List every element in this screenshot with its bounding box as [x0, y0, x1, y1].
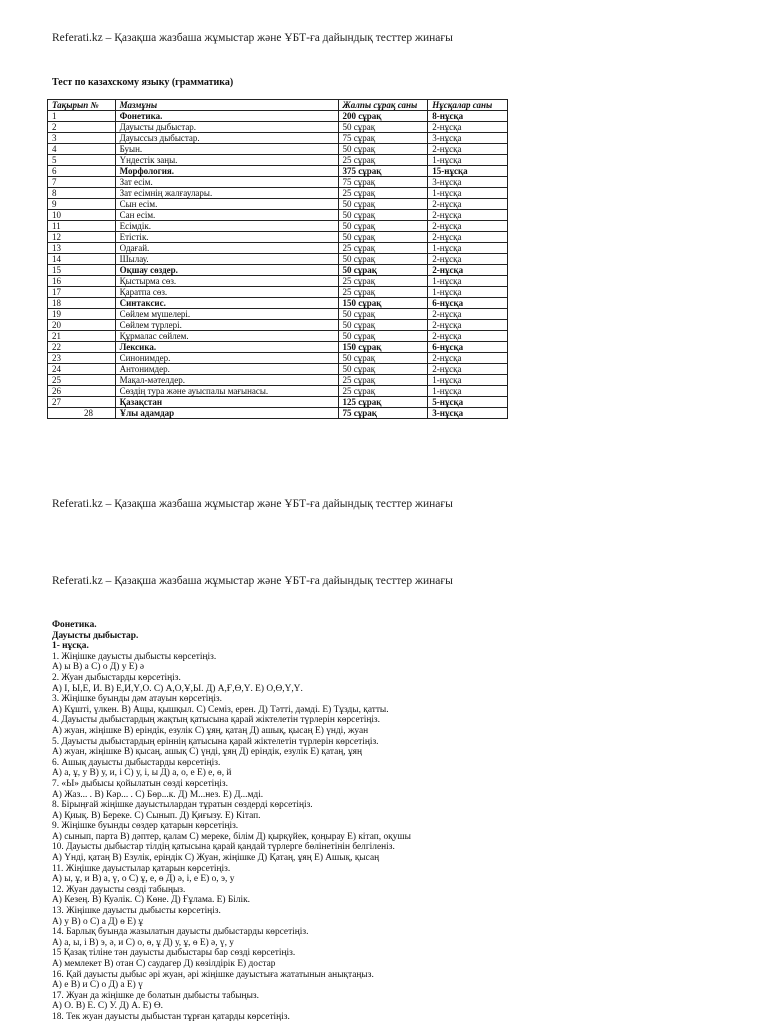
table-row: [48, 364, 508, 375]
row-content: Шылау.: [115, 254, 338, 265]
row-variants: 1-нұсқа: [428, 155, 508, 166]
row-number: 8: [48, 188, 116, 199]
row-content: Морфология.: [115, 166, 338, 177]
row-number: 16: [48, 276, 116, 287]
row-content: Сөйлем түрлері.: [115, 320, 338, 331]
row-questions: 150 сұрақ: [338, 342, 428, 353]
row-variants: 2-нұсқа: [428, 353, 508, 364]
row-variants: 6-нұсқа: [428, 298, 508, 309]
row-content: Сөйлем мүшелері.: [115, 309, 338, 320]
row-questions: 200 сұрақ: [338, 111, 428, 122]
table-row: [48, 309, 508, 320]
row-variants: 5-нұсқа: [428, 397, 508, 408]
row-number: 9: [48, 199, 116, 210]
row-variants: 1-нұсқа: [428, 287, 508, 298]
question-line: А) Кезең. В) Куәлік. С) Көне. Д) Ғұлама. Е) Білік.: [52, 895, 251, 906]
question-line: 7. «Ы» дыбысы қойылатын сөзді көрсетіңіз.: [52, 778, 228, 789]
page-header: Referati.kz – Қазақша жазбаша жұмыстар және ҰБТ-ға дайындық тесттер жинағы: [52, 575, 453, 587]
table-row: [48, 287, 508, 298]
table-row: [48, 144, 508, 155]
row-questions: 375 сұрақ: [338, 166, 428, 177]
row-content: Зат есімнің жалғаулары.: [115, 188, 338, 199]
row-number: 14: [48, 254, 116, 265]
row-variants: 2-нұсқа: [428, 254, 508, 265]
row-variants: 2-нұсқа: [428, 265, 508, 276]
row-number: 11: [48, 221, 116, 232]
row-content: Синтаксис.: [115, 298, 338, 309]
row-variants: 1-нұсқа: [428, 276, 508, 287]
row-variants: 2-нұсқа: [428, 364, 508, 375]
row-questions: 50 сұрақ: [338, 221, 428, 232]
row-number: 18: [48, 298, 116, 309]
row-content: Қазақстан: [115, 397, 338, 408]
page-header: Referati.kz – Қазақша жазбаша жұмыстар және ҰБТ-ға дайындық тесттер жинағы: [52, 32, 453, 44]
table-body: [48, 111, 508, 419]
row-number: 10: [48, 210, 116, 221]
table-row: [48, 265, 508, 276]
question-line: А) ы В) а С) о Д) у Е) ә: [52, 662, 145, 673]
section-title: Фонетика.: [52, 620, 97, 630]
page-header: Referati.kz – Қазақша жазбаша жұмыстар және ҰБТ-ға дайындық тесттер жинағы: [52, 498, 453, 510]
table-row: [48, 232, 508, 243]
row-content: Есімдік.: [115, 221, 338, 232]
table-row: [48, 199, 508, 210]
row-variants: 3-нұсқа: [428, 133, 508, 144]
row-variants: 3-нұсқа: [428, 177, 508, 188]
question-line: 2. Жуан дыбыстарды көрсетіңіз.: [52, 672, 181, 683]
question-line: 14. Барлық буында жазылатын дауысты дыбыстарды көрсетіңіз.: [52, 927, 309, 938]
question-line: А) жуан, жіңішке В) қысаң, ашық С) үнді, ұяң Д) еріндік, езулік Е) қатаң, ұяң: [52, 747, 362, 758]
row-number: 24: [48, 364, 116, 375]
question-line: А) е В) и С) о Д) а Е) ү: [52, 980, 143, 991]
row-variants: 2-нұсқа: [428, 309, 508, 320]
row-questions: 25 сұрақ: [338, 276, 428, 287]
row-number: 1: [48, 111, 116, 122]
row-content: Сан есім.: [115, 210, 338, 221]
question-line: 5. Дауысты дыбыстардың еріннің қатысына қарай жіктелетін түрлерін көрсетіңіз.: [52, 736, 379, 747]
row-questions: 75 сұрақ: [338, 133, 428, 144]
table-row: [48, 254, 508, 265]
row-questions: 25 сұрақ: [338, 243, 428, 254]
row-variants: 2-нұсқа: [428, 221, 508, 232]
row-number: 4: [48, 144, 116, 155]
question-line: А) І, Ы,Е, И. В) Е,И,Ү,О. С) А,О,Ұ,Ы. Д) А,Ғ,Ө,Ү. Е) О,Ө,Ү,Ү.: [52, 683, 303, 694]
row-questions: 50 сұрақ: [338, 254, 428, 265]
row-number: 27: [48, 397, 116, 408]
table-row: [48, 210, 508, 221]
row-questions: 25 сұрақ: [338, 375, 428, 386]
row-content: Одағай.: [115, 243, 338, 254]
question-line: 17. Жуан да жіңішке де болатын дыбысты табыңыз.: [52, 990, 259, 1001]
row-questions: 50 сұрақ: [338, 122, 428, 133]
question-line: 10. Дауысты дыбыстар тілдің қатысына қарай қандай түрлерге бөлінетінін белгіленіз.: [52, 842, 395, 853]
row-number: 19: [48, 309, 116, 320]
question-line: А) а, ы, і В) э, ә, и С) о, ө, ұ Д) у, ұ, ө Е) ә, ү, у: [52, 937, 234, 948]
row-number: 3: [48, 133, 116, 144]
row-content: Фонетика.: [115, 111, 338, 122]
row-questions: 50 сұрақ: [338, 210, 428, 221]
table-row: [48, 221, 508, 232]
row-content: Оқшау сөздер.: [115, 265, 338, 276]
row-content: Құрмалас сөйлем.: [115, 331, 338, 342]
table-row: [48, 243, 508, 254]
row-questions: 50 сұрақ: [338, 331, 428, 342]
row-content: Сын есім.: [115, 199, 338, 210]
table-header-row: [48, 100, 508, 111]
row-variants: 2-нұсқа: [428, 331, 508, 342]
row-questions: 50 сұрақ: [338, 199, 428, 210]
question-line: 12. Жуан дауысты сөзді табыңыз.: [52, 884, 186, 895]
row-variants: 2-нұсқа: [428, 199, 508, 210]
column-header-questions: Жалпы сұрақ саны: [338, 100, 428, 111]
question-line: 3. Жіңішке буынды дәм атауын көрсетіңіз.: [52, 694, 222, 705]
table-row: [48, 188, 508, 199]
table-row: [48, 375, 508, 386]
question-line: А) Үнді, қатаң В) Езулік, еріндік С) Жуан, жіңішке Д) Қатаң, ұяң Е) Ашық, қысаң: [52, 853, 380, 864]
row-questions: 150 сұрақ: [338, 298, 428, 309]
row-number: 20: [48, 320, 116, 331]
row-variants: 2-нұсқа: [428, 210, 508, 221]
row-variants: 1-нұсқа: [428, 188, 508, 199]
row-content: Дауыссыз дыбыстар.: [115, 133, 338, 144]
question-line: 6. Ашық дауысты дыбыстарды көрсетіңіз.: [52, 757, 221, 768]
row-content: Антонимдер.: [115, 364, 338, 375]
table-row: [48, 298, 508, 309]
row-number: 25: [48, 375, 116, 386]
row-variants: 2-нұсқа: [428, 320, 508, 331]
question-list: [52, 652, 411, 1023]
question-line: А) а, ұ, у В) у, и, і С) у, і, ы Д) а, о, е Е) е, ө, й: [52, 768, 232, 779]
question-line: 11. Жіңішке дауыстылар қатарын көрсетіңіз.: [52, 863, 231, 874]
row-number: 13: [48, 243, 116, 254]
row-content: Етістік.: [115, 232, 338, 243]
row-content: Мақал-мәтелдер.: [115, 375, 338, 386]
table-row: [48, 122, 508, 133]
table-row: [48, 155, 508, 166]
table-row: [48, 397, 508, 408]
row-content: Зат есім.: [115, 177, 338, 188]
table-row: [48, 342, 508, 353]
row-questions: 50 сұрақ: [338, 144, 428, 155]
row-questions: 50 сұрақ: [338, 320, 428, 331]
row-variants: 1-нұсқа: [428, 243, 508, 254]
question-line: А) Жаз... . В) Кәр... . С) Бөр...к. Д) М...нез. Е) Д...мді.: [52, 789, 264, 800]
row-content: Дауысты дыбыстар.: [115, 122, 338, 133]
question-line: 18. Тек жуан дауысты дыбыстан тұрған қатарды көрсетіңіз.: [52, 1011, 290, 1022]
table-row: [48, 133, 508, 144]
column-header-variants: Нұсқалар саны: [428, 100, 508, 111]
question-line: 1. Жіңішке дауысты дыбысты көрсетіңіз.: [52, 651, 217, 662]
row-number: 5: [48, 155, 116, 166]
test-content: [52, 620, 411, 1023]
question-line: А) О. В) Е. С) У. Д) А. Е) Ө.: [52, 1001, 163, 1012]
row-content: Үндестік заңы.: [115, 155, 338, 166]
column-header-number: Тақырып №: [48, 100, 116, 111]
question-line: 9. Жіңішке буынды сөздер қатарын көрсетіңіз.: [52, 821, 239, 832]
table-row: [48, 331, 508, 342]
row-variants: 1-нұсқа: [428, 386, 508, 397]
question-line: А) сынып, парта В) дәптер, қалам С) мереке, білім Д) қырқүйек, қоңырау Е) кітап, оқушы: [52, 831, 411, 842]
row-questions: 25 сұрақ: [338, 287, 428, 298]
topics-table: [47, 99, 508, 419]
row-questions: 50 сұрақ: [338, 232, 428, 243]
row-questions: 50 сұрақ: [338, 309, 428, 320]
row-questions: 25 сұрақ: [338, 155, 428, 166]
row-content: Буын.: [115, 144, 338, 155]
table-row: [48, 111, 508, 122]
table-row: [48, 408, 508, 419]
row-number: 28: [48, 408, 116, 419]
row-content: Қаратпа сөз.: [115, 287, 338, 298]
question-line: А) мемлекет В) отан С) саудагер Д) көзілдірік Е) достар: [52, 959, 276, 969]
question-line: 4. Дауысты дыбыстардың жақтың қатысына қарай жіктелетін түрлерін көрсетіңіз.: [52, 715, 380, 726]
question-line: 13. Жіңішке дауысты дыбысты көрсетіңіз.: [52, 906, 221, 917]
row-questions: 125 сұрақ: [338, 397, 428, 408]
question-line: 15 Қазақ тіліне тән дауысты дыбыстары бар сөзді көрсетіңіз.: [52, 948, 296, 959]
row-variants: 3-нұсқа: [428, 408, 508, 419]
variant-title: 1- нұсқа.: [52, 641, 89, 652]
row-content: Лексика.: [115, 342, 338, 353]
row-questions: 25 сұрақ: [338, 386, 428, 397]
question-line: А) у В) о С) а Д) ө Е) ұ: [52, 916, 144, 927]
table-row: [48, 320, 508, 331]
question-line: А) ы, ұ, и В) а, ү, о С) ұ, е, ө Д) ә, і, е Е) о, э, у: [52, 874, 235, 885]
table-row: [48, 166, 508, 177]
row-variants: 1-нұсқа: [428, 375, 508, 386]
column-header-content: Мазмұны: [115, 100, 338, 111]
row-number: 21: [48, 331, 116, 342]
subsection-title: Дауысты дыбыстар.: [52, 630, 139, 641]
row-number: 2: [48, 122, 116, 133]
row-questions: 75 сұрақ: [338, 408, 428, 419]
row-content: Қыстырма сөз.: [115, 276, 338, 287]
question-line: 16. Қай дауысты дыбыс әрі жуан, әрі жіңішке дауыстыға жататынын анықтаңыз.: [52, 969, 374, 980]
row-variants: 2-нұсқа: [428, 232, 508, 243]
row-number: 22: [48, 342, 116, 353]
row-number: 23: [48, 353, 116, 364]
row-questions: 25 сұрақ: [338, 188, 428, 199]
question-line: 8. Бірыңғай жіңішке дауыстылардан тұратын сөздерді көрсетіңіз.: [52, 800, 313, 811]
row-number: 15: [48, 265, 116, 276]
table-row: [48, 177, 508, 188]
question-line: А) Кұшті, үлкен. В) Ащы, қышқыл. С) Семіз, ерен. Д) Тәтті, дәмді. Е) Тұзды, қатты.: [52, 704, 389, 715]
question-line: А) Қиық. В) Береке. С) Сынып. Д) Қиғызу. Е) Кітап.: [52, 810, 261, 821]
row-variants: 6-нұсқа: [428, 342, 508, 353]
row-questions: 50 сұрақ: [338, 353, 428, 364]
row-content: Сөздің тура және ауыспалы мағынасы.: [115, 386, 338, 397]
row-variants: 2-нұсқа: [428, 122, 508, 133]
row-variants: 8-нұсқа: [428, 111, 508, 122]
row-questions: 50 сұрақ: [338, 265, 428, 276]
row-number: 17: [48, 287, 116, 298]
row-content: Синонимдер.: [115, 353, 338, 364]
row-number: 7: [48, 177, 116, 188]
row-questions: 75 сұрақ: [338, 177, 428, 188]
row-variants: 2-нұсқа: [428, 144, 508, 155]
document-subtitle: Тест по казахскому языку (грамматика): [52, 77, 234, 88]
row-questions: 50 сұрақ: [338, 364, 428, 375]
row-number: 6: [48, 166, 116, 177]
question-line: А) жуан, жіңішке В) еріндік, езулік С) ұяң, қатаң Д) ашық, қысаң Е) үнді, жуан: [52, 725, 369, 736]
row-content: Ұлы адамдар: [115, 408, 338, 419]
table-row: [48, 276, 508, 287]
table-row: [48, 386, 508, 397]
row-variants: 15-нұсқа: [428, 166, 508, 177]
row-number: 26: [48, 386, 116, 397]
row-number: 12: [48, 232, 116, 243]
table-row: [48, 353, 508, 364]
